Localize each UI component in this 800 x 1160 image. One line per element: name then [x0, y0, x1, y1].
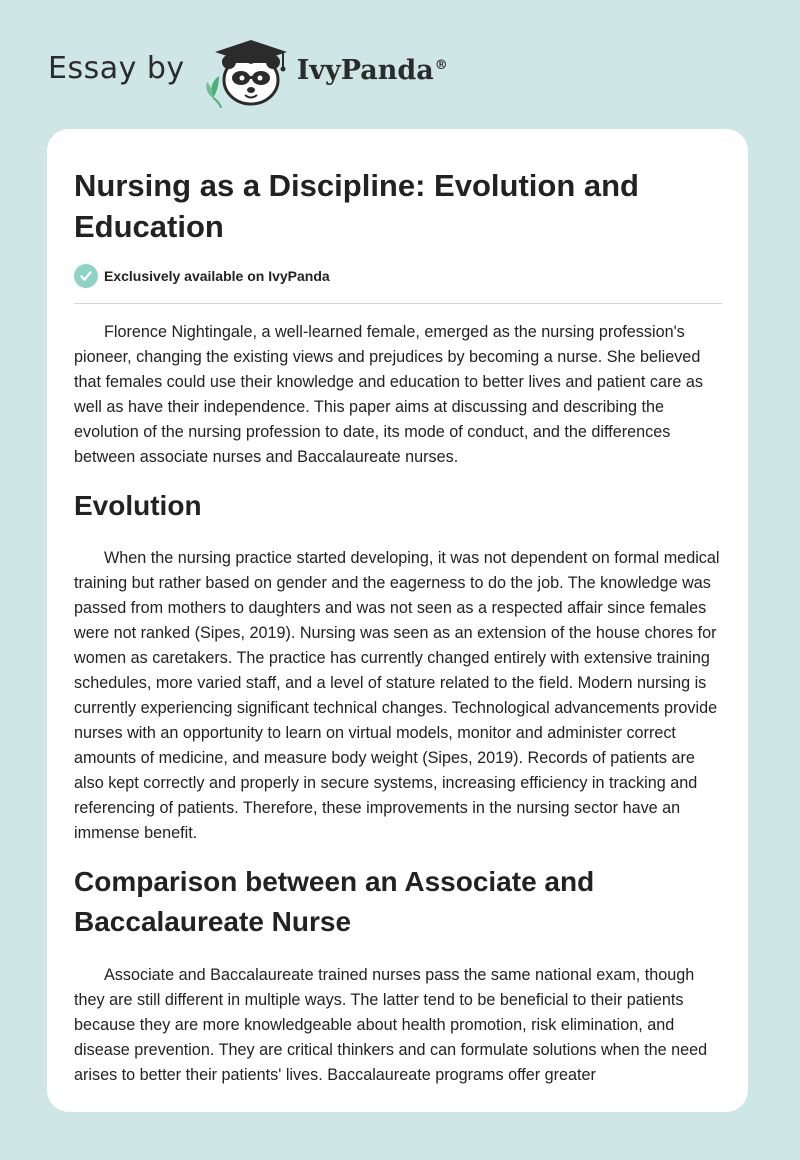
brand-name: IvyPanda®: [296, 54, 448, 86]
page-title: Nursing as a Discipline: Evolution and Education: [74, 168, 639, 244]
essay-card: [47, 129, 748, 1112]
brand-header[interactable]: [48, 36, 448, 108]
intro-paragraph: Florence Nightingale, a well-learned female, emerged as the nursing profession's pioneer, changing the existing views and prejudices by becoming a nurse. She believed that females could use their knowledge and education to better lives and patient care as well as have their independence. This paper aims at discussing and describing the evolution of the nursing profession to date, its mode of conduct, and the differences between associate nurses and Baccalaureate nurses.: [74, 323, 704, 466]
exclusive-badge: [74, 264, 330, 288]
brand-prefix: Essay by: [48, 50, 185, 86]
checkmark-icon: [74, 264, 98, 288]
section-heading-comparison: Comparison between an Associate and Baccalaureate Nurse: [74, 866, 595, 937]
section-body-comparison: Associate and Baccalaureate trained nurses pass the same national exam, though they are still different in multiple ways. The latter tend to be beneficial to their patients because they are more knowledgeable about health promotion, risk elimination, and disease prevention. They are critical thinkers and can formulate solutions when the need arises to better their patients' lives. Baccalaureate programs offer greater: [74, 966, 708, 1084]
divider: [74, 303, 722, 304]
panda-graduate-logo-icon: [199, 36, 295, 108]
section-heading-evolution: Evolution: [74, 490, 202, 521]
exclusive-label: Exclusively available on IvyPanda: [104, 268, 330, 284]
section-body-evolution: When the nursing practice started developing, it was not dependent on formal medical training but rather based on gender and the eagerness to do the job. The knowledge was passed from mothers to daughters and was not seen as a respected affair since females were not ranked (Sipes, 2019). Nursing was seen as an extension of the house chores for women as caretakers. The practice has currently changed entirely with extensive training schedules, more varied staff, and a level of stature related to the field. Modern nursing is currently experiencing significant technical changes. Technological advancements provide nurses with an opportunity to learn on virtual models, monitor and administer correct amounts of medicine, and measure body weight (Sipes, 2019). Records of patients are also kept correctly and properly in secure systems, increasing efficiency in tracking and referencing of patients. Therefore, these improvements in the nursing sector have an immense benefit.: [74, 549, 720, 842]
